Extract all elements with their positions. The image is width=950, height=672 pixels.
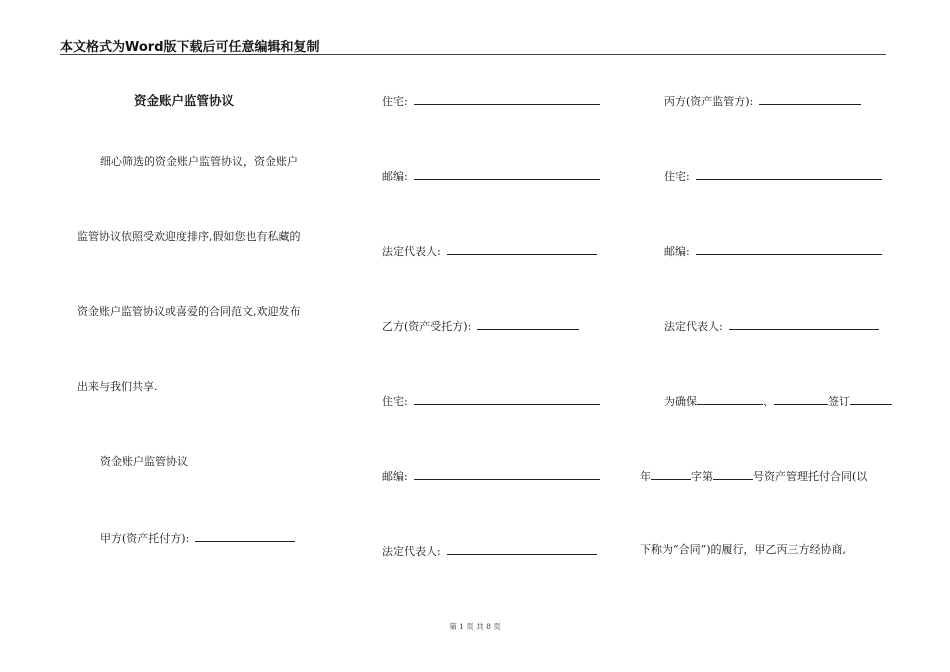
postcode-field-3 [664,243,882,259]
address-label-3: 住宅: [664,170,690,183]
legal-rep-field-2 [382,543,597,559]
ensure-line [664,393,892,409]
party-c-field [664,93,861,109]
postcode-blank-1 [414,168,600,180]
postcode-field-1 [382,168,600,184]
ensure-sign: 签订 [828,395,850,408]
zi-label: 字第 [691,470,713,483]
ensure-blank-3 [850,393,892,405]
contract-text: 号资产管理托付合同(以 [753,470,868,483]
party-a-field [100,530,295,546]
address-blank-3 [696,168,882,180]
intro-line-2: 监管协议依照受欢迎度排序,假如您也有私藏的 [77,230,301,243]
party-c-blank [759,93,861,105]
address-blank-2 [414,393,600,405]
postcode-label-2: 邮编: [382,470,408,483]
address-field-1 [382,93,600,109]
ensure-blank-2 [774,393,828,405]
address-label-1: 住宅: [382,95,408,108]
year-blank [651,468,691,480]
number-blank [713,468,753,480]
intro-line-4: 出来与我们共享. [77,380,158,393]
legal-rep-label-1: 法定代表人: [382,245,441,258]
party-c-label: 丙方(资产监管方): [664,95,754,108]
intro-line-3: 资金账户监管协议或喜爱的合同范文,欢迎发布 [77,305,301,318]
legal-rep-blank-3 [729,318,879,330]
header-text: 本文格式为Word版下载后可任意编辑和复制 [60,40,320,55]
legal-rep-field-3 [664,318,879,334]
page-footer: 第 1 页 共 8 页 [449,622,501,631]
legal-rep-label-3: 法定代表人: [664,320,723,333]
address-blank-1 [414,93,600,105]
ensure-prefix: 为确保 [664,395,697,408]
closing-line: 下称为“合同”)的履行，甲乙丙三方经协商, [640,543,847,556]
legal-rep-blank-1 [447,243,597,255]
address-label-2: 住宅: [382,395,408,408]
postcode-field-2 [382,468,600,484]
address-field-3 [664,168,882,184]
agreement-subtitle: 资金账户监管协议 [100,455,188,468]
legal-rep-blank-2 [447,543,597,555]
contract-line [640,468,867,484]
postcode-label-3: 邮编: [664,245,690,258]
party-a-blank [195,530,295,542]
party-a-label: 甲方(资产托付方): [100,532,190,545]
document-title: 资金账户监管协议 [134,93,235,108]
ensure-blank-1 [697,393,763,405]
intro-line-1: 细心筛选的资金账户监管协议，资金账户 [100,155,298,168]
address-field-2 [382,393,600,409]
ensure-separator: 、 [763,395,774,408]
party-b-label: 乙方(资产受托方): [382,320,472,333]
party-b-field [382,318,579,334]
page-header [60,34,886,55]
year-label: 年 [640,470,651,483]
legal-rep-field-1 [382,243,597,259]
legal-rep-label-2: 法定代表人: [382,545,441,558]
postcode-label-1: 邮编: [382,170,408,183]
postcode-blank-3 [696,243,882,255]
postcode-blank-2 [414,468,600,480]
party-b-blank [477,318,579,330]
